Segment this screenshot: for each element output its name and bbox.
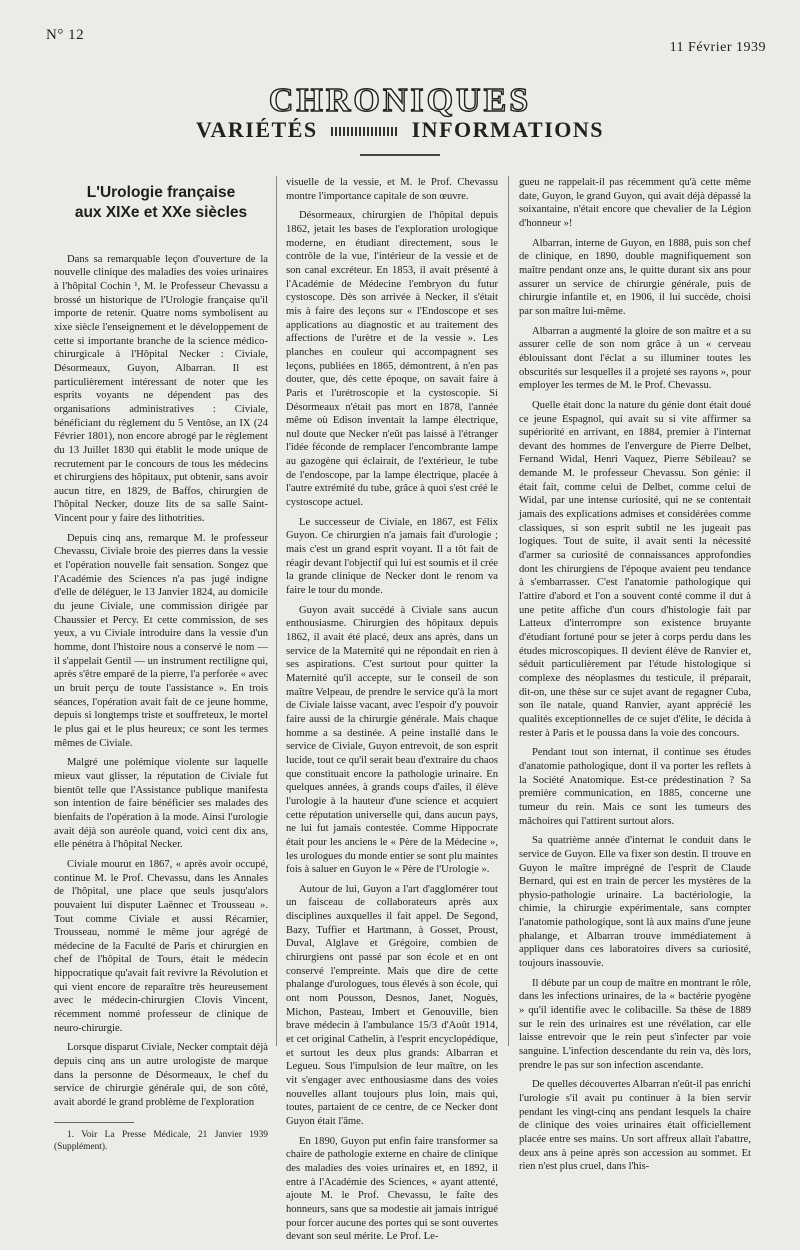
paragraph: Malgré une polémique violente sur laquelle mieux vaut glisser, la réputation de Civiale fut bientôt telle que l'Assistance publique manifesta son intention de faire bénéficier ses malades des bienfaits de l'opération à la mode. Ainsi l'urologie avait déjà son auréole quand, voici cent dix ans, elle pénétra à l'hôpital Necker. <box>54 757 268 851</box>
paragraph: Le successeur de Civiale, en 1867, est Félix Guyon. Ce chirurgien n'a jamais fait d'urologie ; mais c'est un grand esprit voyant. Il a tôt fait de réagir devant l'objectif qui lui est soumis et il crée la grande clinique de Necker dont le renom va faire le tour du monde. <box>286 516 498 597</box>
column-divider <box>508 176 509 1046</box>
paragraph: De quelles découvertes Albarran n'eût-il pas enrichi l'urologie s'il avait pu continuer à la bien servir pendant les vingt-cinq ans pendant lesquels la chaire de clinique des voies urinaires était officiellement placée entre ses mains. Un sort affreux allait l'abattre, deux ans à peine après son accession au sommet. Et rien n'est plus cruel, dans l'his- <box>519 1079 751 1173</box>
subtitle-ornament <box>331 127 399 136</box>
article-title-line1: L'Urologie française <box>86 184 236 201</box>
column-3 <box>519 176 751 1180</box>
section-subtitle <box>0 117 800 143</box>
paragraph: Sa quatrième année d'internat le conduit dans le service de Guyon. Elle va fixer son destin. Il trouve en Guyon le maître imprégné de l'esprit de Claude Bernard, qui est en train de percer les mystères de la physio-pathologie urinaire. La bactériologie, la chimie, la chirurgie expérimentale, sans compter l'anatomie pathologique, sont là aux mains d'une jeune phalange, et Albarran trouve immédiatement à appliquer dans ces laboratoires divers sa curiosité, toujours inassouvie. <box>519 835 751 970</box>
paragraph: En 1890, Guyon put enfin faire transformer sa chaire de pathologie externe en chaire de clinique des maladies des voies urinaires et, en 1892, il entre à l'Académie des Sciences, « ayant attenté, ajoute M. le Prof. Chevassu, le faîte des honneurs, sans que sa modestie ait jamais intrigué pour forcer aucune des portes qui se sont ouvertes devant son seul mérite. Le Prof. Le- <box>286 1135 498 1243</box>
paragraph: Lorsque disparut Civiale, Necker comptait déjà depuis cinq ans un autre urologiste de marque dans la personne de Désormeaux, le chef du service de chirurgie générale qui, de son côté, avait abordé le grand problème de l'exploration <box>54 1042 268 1109</box>
paragraph: Civiale mourut en 1867, « après avoir occupé, continue M. le Prof. Chevassu, dans les Annales de l'hôpital, une place que seuls jusqu'alors pouvaient lui disputer Laënnec et Trousseau ». Tout comme Civiale et aussi Récamier, Trousseau, nommé le même jour agrégé de médecine de la Faculté de Paris et chirurgien en chef de l'hôpital de Tours, était le médecin hippocratique qu'avait fait revivre la Révolution et qui vient encore de reparaître très heureusement avec le médecin-chirurgien Clovis Vincent, récemment nommé professeur de clinique de neuro-chirurgie. <box>54 858 268 1034</box>
column-2 <box>286 176 498 1250</box>
paragraph: Pendant tout son internat, il continue ses études d'anatomie pathologique, dont il va porter les reflets à la Société Anatomique. Est-ce prédestination ? Sa première communication, en 1885, concerne une tumeur du rein. Mais ce sont les tumeurs des mâchoires qui l'attirent surtout alors. <box>519 747 751 827</box>
article-title <box>54 183 268 223</box>
paragraph: Désormeaux, chirurgien de l'hôpital depuis 1862, jetait les bases de l'exploration urologique moderne, en étudiant directement, sous le contrôle de la vue, l'intérieur de la vessie et de son canal excréteur. En 1853, il avait présenté à l'Académie de Médecine l'embryon du futur cystoscope. Dès son arrivée à Necker, il s'était mis à faire des leçons sur « l'Endoscope et ses applications au diagnostic et au traitement des affections de l'urètre et de la vessie ». Les planches en couleur qui accompagnent ses leçons, publiées en 1865, démontrent, à n'en pas douter, que, dès cette époque, on savait faire à Paris et l'urétroscopie et la cystoscopie. Si Désormeaux n'était pas mort en 1878, l'année même où Edison inventait la lampe électrique, nul doute que Necker n'eût pas laissé à l'étranger l'idée féconde de remplacer l'encombrante lampe au gazogène qui éclairait, de l'extérieur, le tube de l'endoscope, par la lampe électrique, placée à l'autre extrémité du tube, grâce à quoi s'est créé le cystoscope actuel. <box>286 210 498 509</box>
footnote-rule <box>54 1122 134 1123</box>
paragraph: gueu ne rappelait-il pas récemment qu'à cette même date, Guyon, le grand Guyon, qui avait déjà dépassé la soixantaine, n'était encore que chevalier de la Légion d'honneur »! <box>519 177 751 229</box>
paragraph: Depuis cinq ans, remarque M. le professeur Chevassu, Civiale broie des pierres dans la vessie et l'opération nouvelle fait sensation. Songez que l'Académie des Sciences n'a pas jugé indigne d'elle de déléguer, le 13 Janvier 1824, au domicile du jeune Civiale, une commission dirigée par Chaussier et Percy. Et cette commission, de ses yeux, a vu Civiale introduire dans la vessie d'un homme, dont l'histoire nous a conservé le nom — il s'appelait Gentil — un instrument rectiligne qui, après s'être emparé de la pierre, l'a perforée « avec un bruit perçu de toute l'assistance ». En trois séances, l'opération avait fait de ce jeune homme, depuis si longtemps triste et souffreteux, le mortel le plus gai et le plus heureux; ce sont les termes mêmes de Civiale. <box>54 532 268 749</box>
column-1 <box>54 176 268 1159</box>
title-rule <box>360 154 440 156</box>
paragraph: Albarran a augmenté la gloire de son maître et a su assurer celle de son nom grâce à un « cerveau éblouissant dont l'éclat a su illuminer toutes les obscurités sur lesquelles il a projeté ses rayons », pour employer les termes de M. le Prof. Chevassu. <box>519 325 751 392</box>
paragraph: Dans sa remarquable leçon d'ouverture de la nouvelle clinique des maladies des voies urinaires à l'hôpital Cochin ¹, M. le Professeur Chevassu a brossé un historique de l'Urologie française qu'il importe de retenir. Quatre noms symbolisent au xixe siècle l'enseignement et le développement de cette si importante branche de la science médico-chirurgicale à l'Hôpital Necker : Civiale, Désormeaux, Guyon, Albarran. Il est particulièrement intéressant de noter que les esprits voyants ne dépendent pas des organisations administratives : Civiale, bénéficiant du règlement du 5 Ventôse, an IX (24 Février 1801), non encore abrogé par le règlement du 13 Juillet 1830 qui établit le mode unique de recrutement par le concours de tous les médecins et chirurgiens des hôpitaux, put obtenir, sans avoir aucun titre, en 1829, de Baffos, chirurgien de l'hôpital Necker, douze lits de sa salle Saint-Vincent pour y faire des lithotrities. <box>54 253 268 525</box>
subtitle-left: VARIÉTÉS <box>195 117 318 142</box>
paragraph: visuelle de la vessie, et M. le Prof. Chevassu montre l'importance capitale de son œuvre. <box>286 177 498 202</box>
paragraph: Il débute par un coup de maître en montrant le rôle, dans les infections urinaires, de la « bactérie pyogène » qu'il identifie avec le colibacille. Sa thèse de 1889 sur le rein des urinaires est une révélation, car elle laisse entrevoir que le rein peut s'infecter par voie sanguine. L'infection descendante du rein va, dès lors, prendre le pas sur son infection ascendante. <box>519 977 751 1071</box>
issue-date: 11 Février 1939 <box>669 40 766 55</box>
column-divider <box>276 176 277 1046</box>
paragraph: Quelle était donc la nature du génie dont était doué ce jeune Espagnol, qui avait su si vite affirmer sa supériorité en arrivant, en 1884, premier à l'internat devant des hommes de l'envergure de Pierre Delbet, Fernand Widal, Henri Vaquez, Pierre Sébileau? se demande M. le professeur Chevassu. Son génie: il était fait, comme celui de Delbet, comme celui de Widal, par une intense curiosité, qui ne se contentait jamais des explications admises et considérées comme classiques, si son esprit subtil ne les jugeait pas logiques. Tout de suite, il avait senti la nécessité d'armer sa curiosité de connaissances approfondies dont les chirurgiens de l'époque avaient peu tendance à s'embarrasser. C'est l'anatomie pathologique qui l'attire d'abord et l'on a souvent conté comme il dut à une petite affiche d'un cours d'histologie fait par Latteux d'interrompre son existence bruyante d'étudiant fortuné pour se jeter à corps perdu dans les études microscopiques. Il devient élève de Ranvier et, séduit particulièrement par l'étude histologique si complexe des néoplasmes du testicule, il préparait, dit-on, une thèse sur ce sujet avant de regagner Cuba, son île natale, quand Ranvier, ayant apprécié les qualités exceptionnelles de ce sujet d'élite, le décida à rester à Paris et le poussa dans la voie des concours. <box>519 399 751 739</box>
footnote: 1. Voir La Presse Médicale, 21 Janvier 1939 (Supplément). <box>54 1129 268 1152</box>
section-title: CHRONIQUES <box>268 82 532 119</box>
paragraph: Guyon avait succédé à Civiale sans aucun enthousiasme. Chirurgien des hôpitaux depuis 1862, il avait été placé, deux ans après, dans un service de la Maternité qui ne répondait en rien à ses aspirations. C'est surtout pour quitter la Maternité qu'il accepte, sur le conseil de son maître Velpeau, de prendre le service qu'à la mort de Civiale laisse vacant, avec l'espoir d'y pouvoir faire aussi de la chirurgie générale. Mais chaque homme a sa destinée. A peine installé dans le service de Civiale, Guyon entrevoit, de son esprit lucide, tout ce qu'il serait beau d'extraire du chaos que constituait encore la pathologie urinaire. En quelques années, à grands coups d'ailes, il élève l'urologie à la hauteur d'une science et acquiert cette réputation universelle qui, dans aucun pays, ne lui fut jamais contestée. Comme Hippocrate était pour les anciens le « Père de la Médecine », les urologues du monde entier se sont plu maintes fois à saluer en Guyon le « Père de l'Urologie ». <box>286 604 498 876</box>
article-title-line2: aux XIXe et XXe siècles <box>74 203 248 221</box>
paragraph: Albarran, interne de Guyon, en 1888, puis son chef de clinique, en 1890, double magnifiquement son maître pendant onze ans, le quitte durant six ans pour assurer un service de chirurgie générale, puis de chirurgie infantile et, en 1906, il lui succède, choisi par son maître lui-même. <box>519 237 751 317</box>
paragraph: Autour de lui, Guyon a l'art d'agglomérer tout un faisceau de collaborateurs après aux disciplines auxquelles il fait appel. De Segond, Bazy, Tuffier et Hartmann, à Gosset, Proust, Duval, Alglave et Grégoire, combien de chirurgiens ont passé par son école et en ont conservé l'empreinte. Mais que dire de cette phalange d'urologues, tous élevés à son école, qui ont nom Pousson, Desnos, Janet, Noguès, Michon, Pasteau, Imbert et Genouville, bien brave médecin à l'ambulance 15/3 d'Août 1914, et cet original Cathelin, à l'esprit encyclopédique, et surtout les deux plus grands: Albarran et Legueu. Sous l'impulsion de leur maître, on les vit s'engager avec enthousiasme dans des voies nouvelles allant toujours plus loin, mais qui, toutes, partaient de ce centre, de ce Necker dont Guyon était l'âme. <box>286 883 498 1127</box>
subtitle-right: INFORMATIONS <box>411 117 605 142</box>
issue-number: N° 12 <box>46 27 85 43</box>
